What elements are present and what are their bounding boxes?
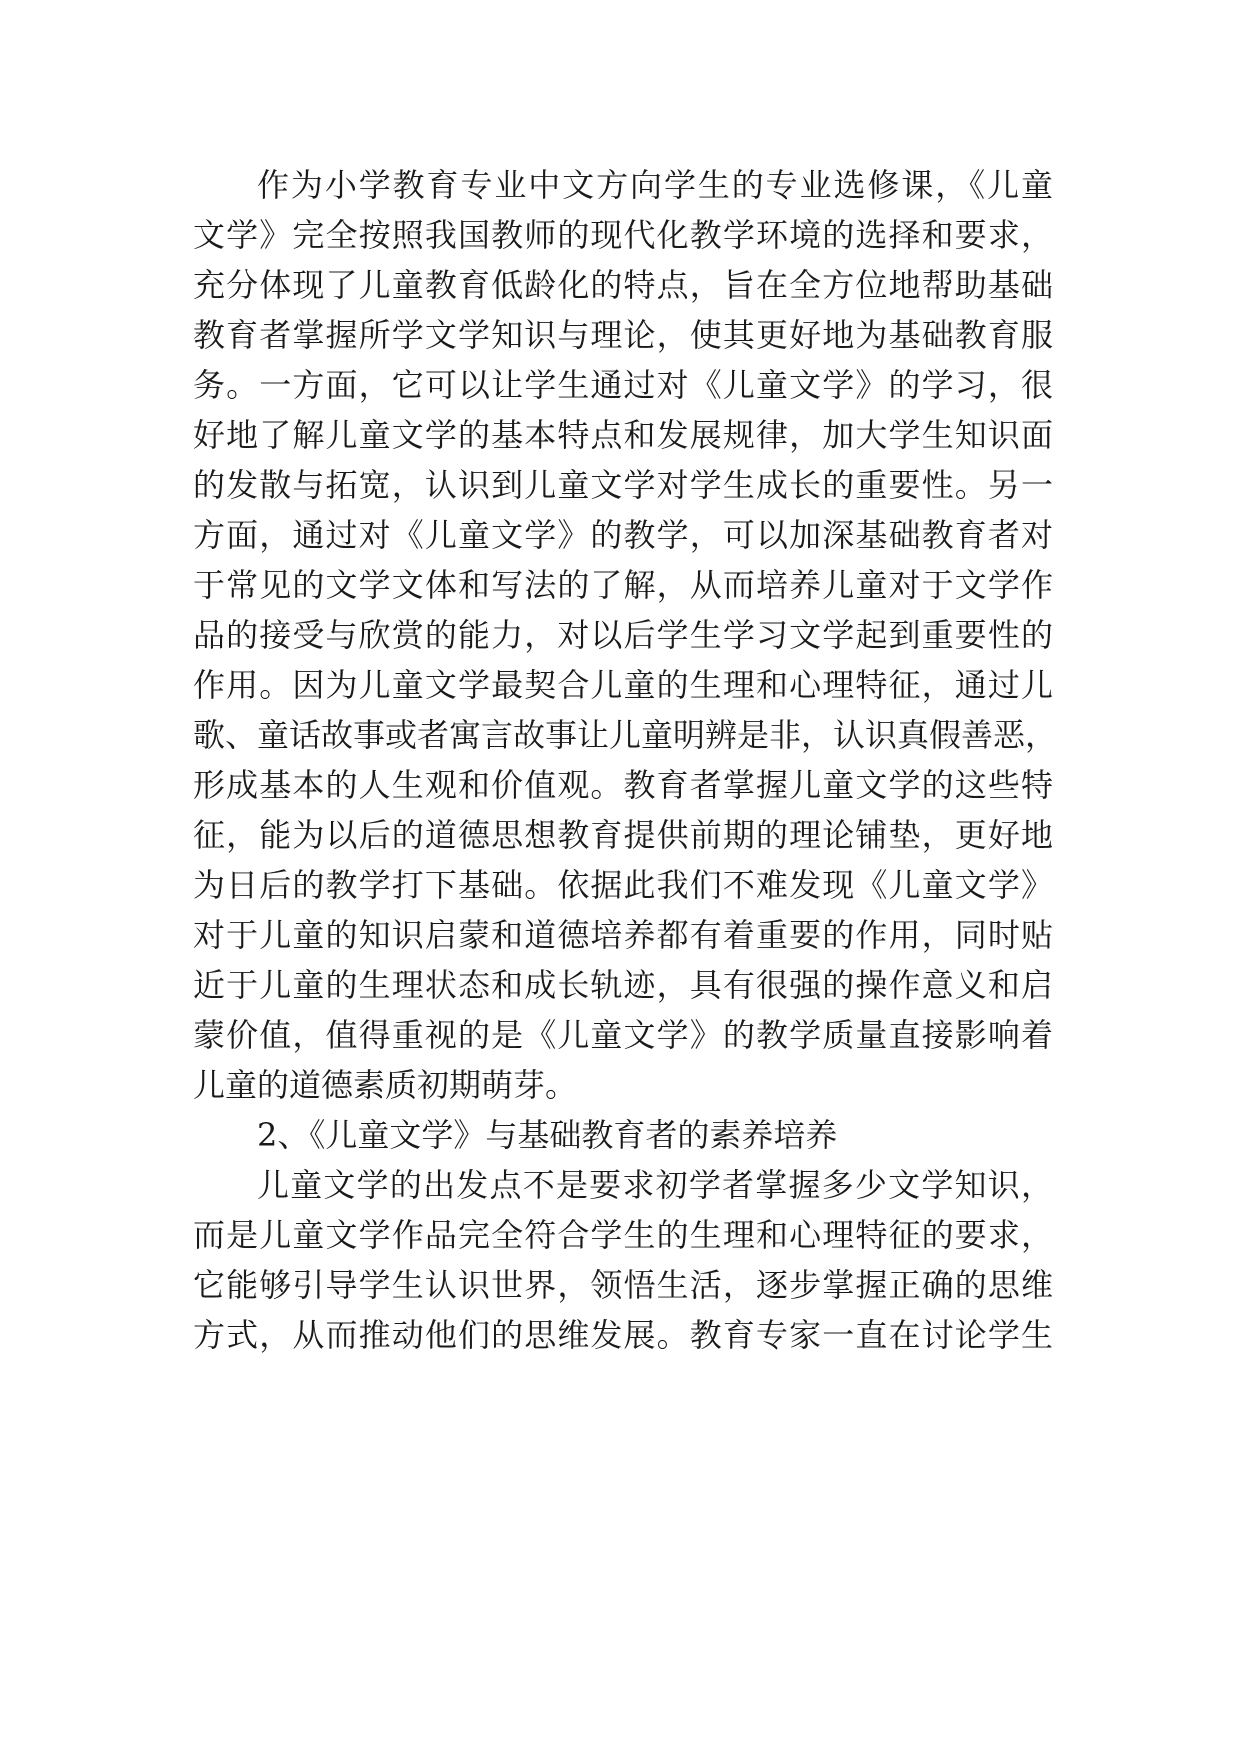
- paragraph-line: 教育者掌握所学文学知识与理论，使其更好地为基础教育服: [193, 316, 1053, 354]
- paragraph-line: 近于儿童的生理状态和成长轨迹，具有很强的操作意义和启: [193, 966, 1053, 1004]
- paragraph-2: [193, 1160, 1053, 1360]
- paragraph-line: 于常见的文学文体和写法的了解，从而培养儿童对于文学作: [193, 566, 1053, 604]
- paragraph-line: 它能够引导学生认识世界，领悟生活，逐步掌握正确的思维: [193, 1266, 1053, 1304]
- paragraph-line: 品的接受与欣赏的能力，对以后学生学习文学起到重要性的: [193, 616, 1053, 654]
- paragraph-1: [193, 160, 1058, 1110]
- paragraph-line: 作为小学教育专业中文方向学生的专业选修课，《儿童: [257, 166, 1053, 204]
- paragraph-line: 儿童文学的出发点不是要求初学者掌握多少文学知识，: [257, 1166, 1053, 1204]
- paragraph-line: 对于儿童的知识启蒙和道德培养都有着重要的作用，同时贴: [193, 916, 1053, 954]
- paragraph-line: 充分体现了儿童教育低龄化的特点，旨在全方位地帮助基础: [193, 266, 1053, 304]
- paragraph-line: 蒙价值，值得重视的是《儿童文学》的教学质量直接影响着: [193, 1016, 1053, 1054]
- paragraph-line: 而是儿童文学作品完全符合学生的生理和心理特征的要求，: [193, 1216, 1053, 1254]
- body-text: [193, 160, 1058, 1360]
- paragraph-line: 儿童的道德素质初期萌芽。: [193, 1066, 578, 1104]
- paragraph-line: 好地了解儿童文学的基本特点和发展规律，加大学生知识面: [193, 416, 1053, 454]
- paragraph-line: 征，能为以后的道德思想教育提供前期的理论铺垫，更好地: [193, 816, 1053, 854]
- paragraph-line: 方面，通过对《儿童文学》的教学，可以加深基础教育者对: [193, 516, 1053, 554]
- paragraph-line: 方式，从而推动他们的思维发展。教育专家一直在讨论学生: [193, 1316, 1053, 1354]
- paragraph-line: 务。一方面，它可以让学生通过对《儿童文学》的学习，很: [193, 366, 1053, 404]
- paragraph-line: 文学》完全按照我国教师的现代化教学环境的选择和要求，: [193, 216, 1053, 254]
- paragraph-line: 形成基本的人生观和价值观。教育者掌握儿童文学的这些特: [193, 766, 1053, 804]
- section-heading: 2、《儿童文学》与基础教育者的素养培养: [257, 1116, 838, 1154]
- paragraph-line: 的发散与拓宽，认识到儿童文学对学生成长的重要性。另一: [193, 466, 1053, 504]
- paragraph-line: 为日后的教学打下基础。依据此我们不难发现《儿童文学》: [193, 866, 1053, 904]
- paragraph-line: 作用。因为儿童文学最契合儿童的生理和心理特征，通过儿: [193, 666, 1053, 704]
- paragraph-line: 歌、童话故事或者寓言故事让儿童明辨是非，认识真假善恶，: [193, 716, 1058, 754]
